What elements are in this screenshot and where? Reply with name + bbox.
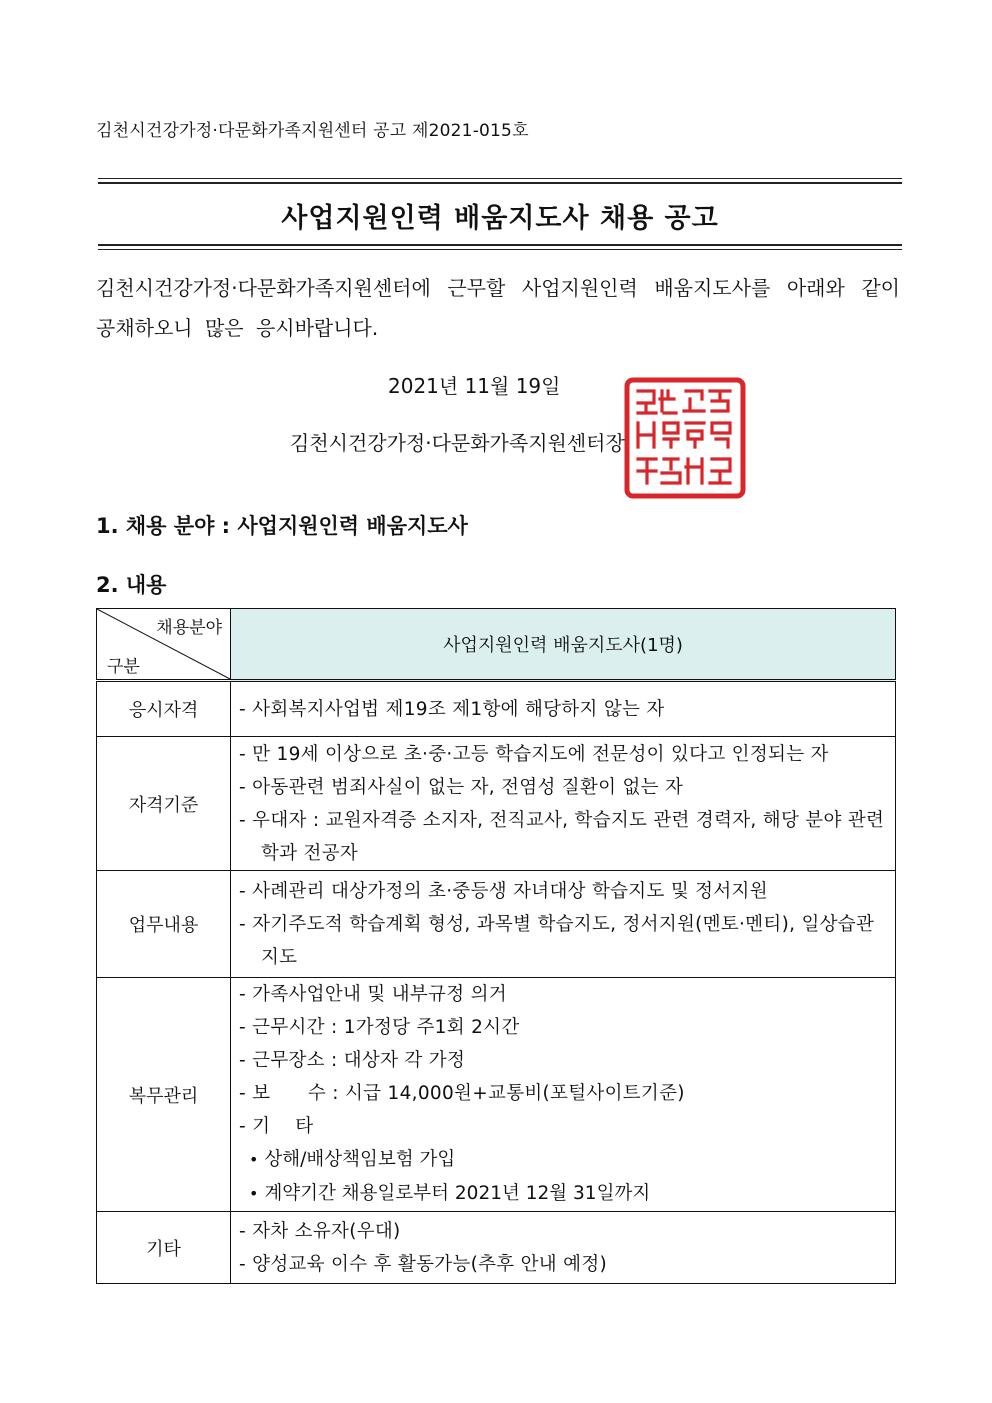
table-row	[97, 871, 896, 978]
row-label: 자격기준	[97, 737, 231, 871]
title-rule	[98, 244, 902, 246]
list-item: - 가족사업안내 및 내부규정 의거	[239, 984, 507, 1005]
row-content	[231, 681, 896, 737]
corner-row-label: 구분	[107, 657, 140, 677]
row-content	[231, 1212, 896, 1284]
list-item: - 근무장소 : 대상자 각 가정	[239, 1050, 466, 1071]
issuer: 김천시건강가정·다문화가족지원센터장	[290, 431, 625, 455]
title-rule	[98, 178, 902, 179]
title-box	[98, 178, 902, 250]
list-item: - 근무시간 : 1가정당 주1회 2시간	[239, 1017, 520, 1038]
row-label: 기타	[97, 1212, 231, 1284]
recruitment-table	[96, 608, 896, 1284]
list-item: - 보 수 : 시급 14,000원+교통비(포털사이트기준)	[239, 1083, 685, 1104]
page-title: 사업지원인력 배움지도사 채용 공고	[281, 203, 719, 234]
list-item: - 양성교육 이수 후 활동가능(추후 안내 예정)	[239, 1253, 608, 1275]
bullet-item: • 상해/배상책임보험 가입	[239, 1143, 887, 1177]
corner-cell	[97, 609, 231, 681]
notice-number: 김천시건강가정·다문화가족지원센터 공고 제2021-015호	[96, 121, 529, 141]
column-header: 사업지원인력 배움지도사(1명)	[231, 609, 896, 681]
list-item: - 기 타	[239, 1116, 314, 1137]
row-label: 복무관리	[97, 978, 231, 1212]
official-seal-icon	[624, 377, 746, 499]
table-header-row	[97, 609, 896, 681]
row-content	[231, 871, 896, 978]
corner-column-label: 채용분야	[156, 618, 222, 638]
row-content	[231, 978, 896, 1212]
section-heading-content: 2. 내용	[96, 573, 167, 597]
table-row	[97, 681, 896, 737]
bullet-item: • 계약기간 채용일로부터 2021년 12월 31일까지	[239, 1177, 887, 1211]
list-item: - 자기주도적 학습계획 형성, 과목별 학습지도, 정서지원(멘토·멘티), 일상습관지도	[239, 913, 875, 968]
title-rule	[98, 249, 902, 250]
title-rule	[98, 182, 902, 184]
row-label: 응시자격	[97, 681, 231, 737]
row-label: 업무내용	[97, 871, 231, 978]
row-content	[231, 737, 896, 871]
notice-date: 2021년 11월 19일	[388, 374, 561, 398]
list-item: - 우대자 : 교원자격증 소지자, 전직교사, 학습지도 관련 경력자, 해당 분야 관련 학과 전공자	[239, 809, 885, 864]
table-row	[97, 737, 896, 871]
list-item: - 사례관리 대상가정의 초·중등생 자녀대상 학습지도 및 정서지원	[239, 880, 768, 902]
intro-paragraph: 김천시건강가정·다문화가족지원센터에 근무할 사업지원인력 배움지도사를 아래와 같이 공채하오니 많은 응시바랍니다.	[96, 276, 900, 340]
list-item: - 아동관련 범죄사실이 없는 자, 전염성 질환이 없는 자	[239, 776, 684, 798]
table-row	[97, 1212, 896, 1284]
list-item: - 자차 소유자(우대)	[239, 1220, 401, 1242]
table-row	[97, 978, 896, 1212]
list-item: - 만 19세 이상으로 초·중·고등 학습지도에 전문성이 있다고 인정되는 자	[239, 743, 829, 765]
section-heading-field: 1. 채용 분야 : 사업지원인력 배움지도사	[96, 514, 468, 538]
list-item: - 사회복지사업법 제19조 제1항에 해당하지 않는 자	[239, 698, 665, 720]
